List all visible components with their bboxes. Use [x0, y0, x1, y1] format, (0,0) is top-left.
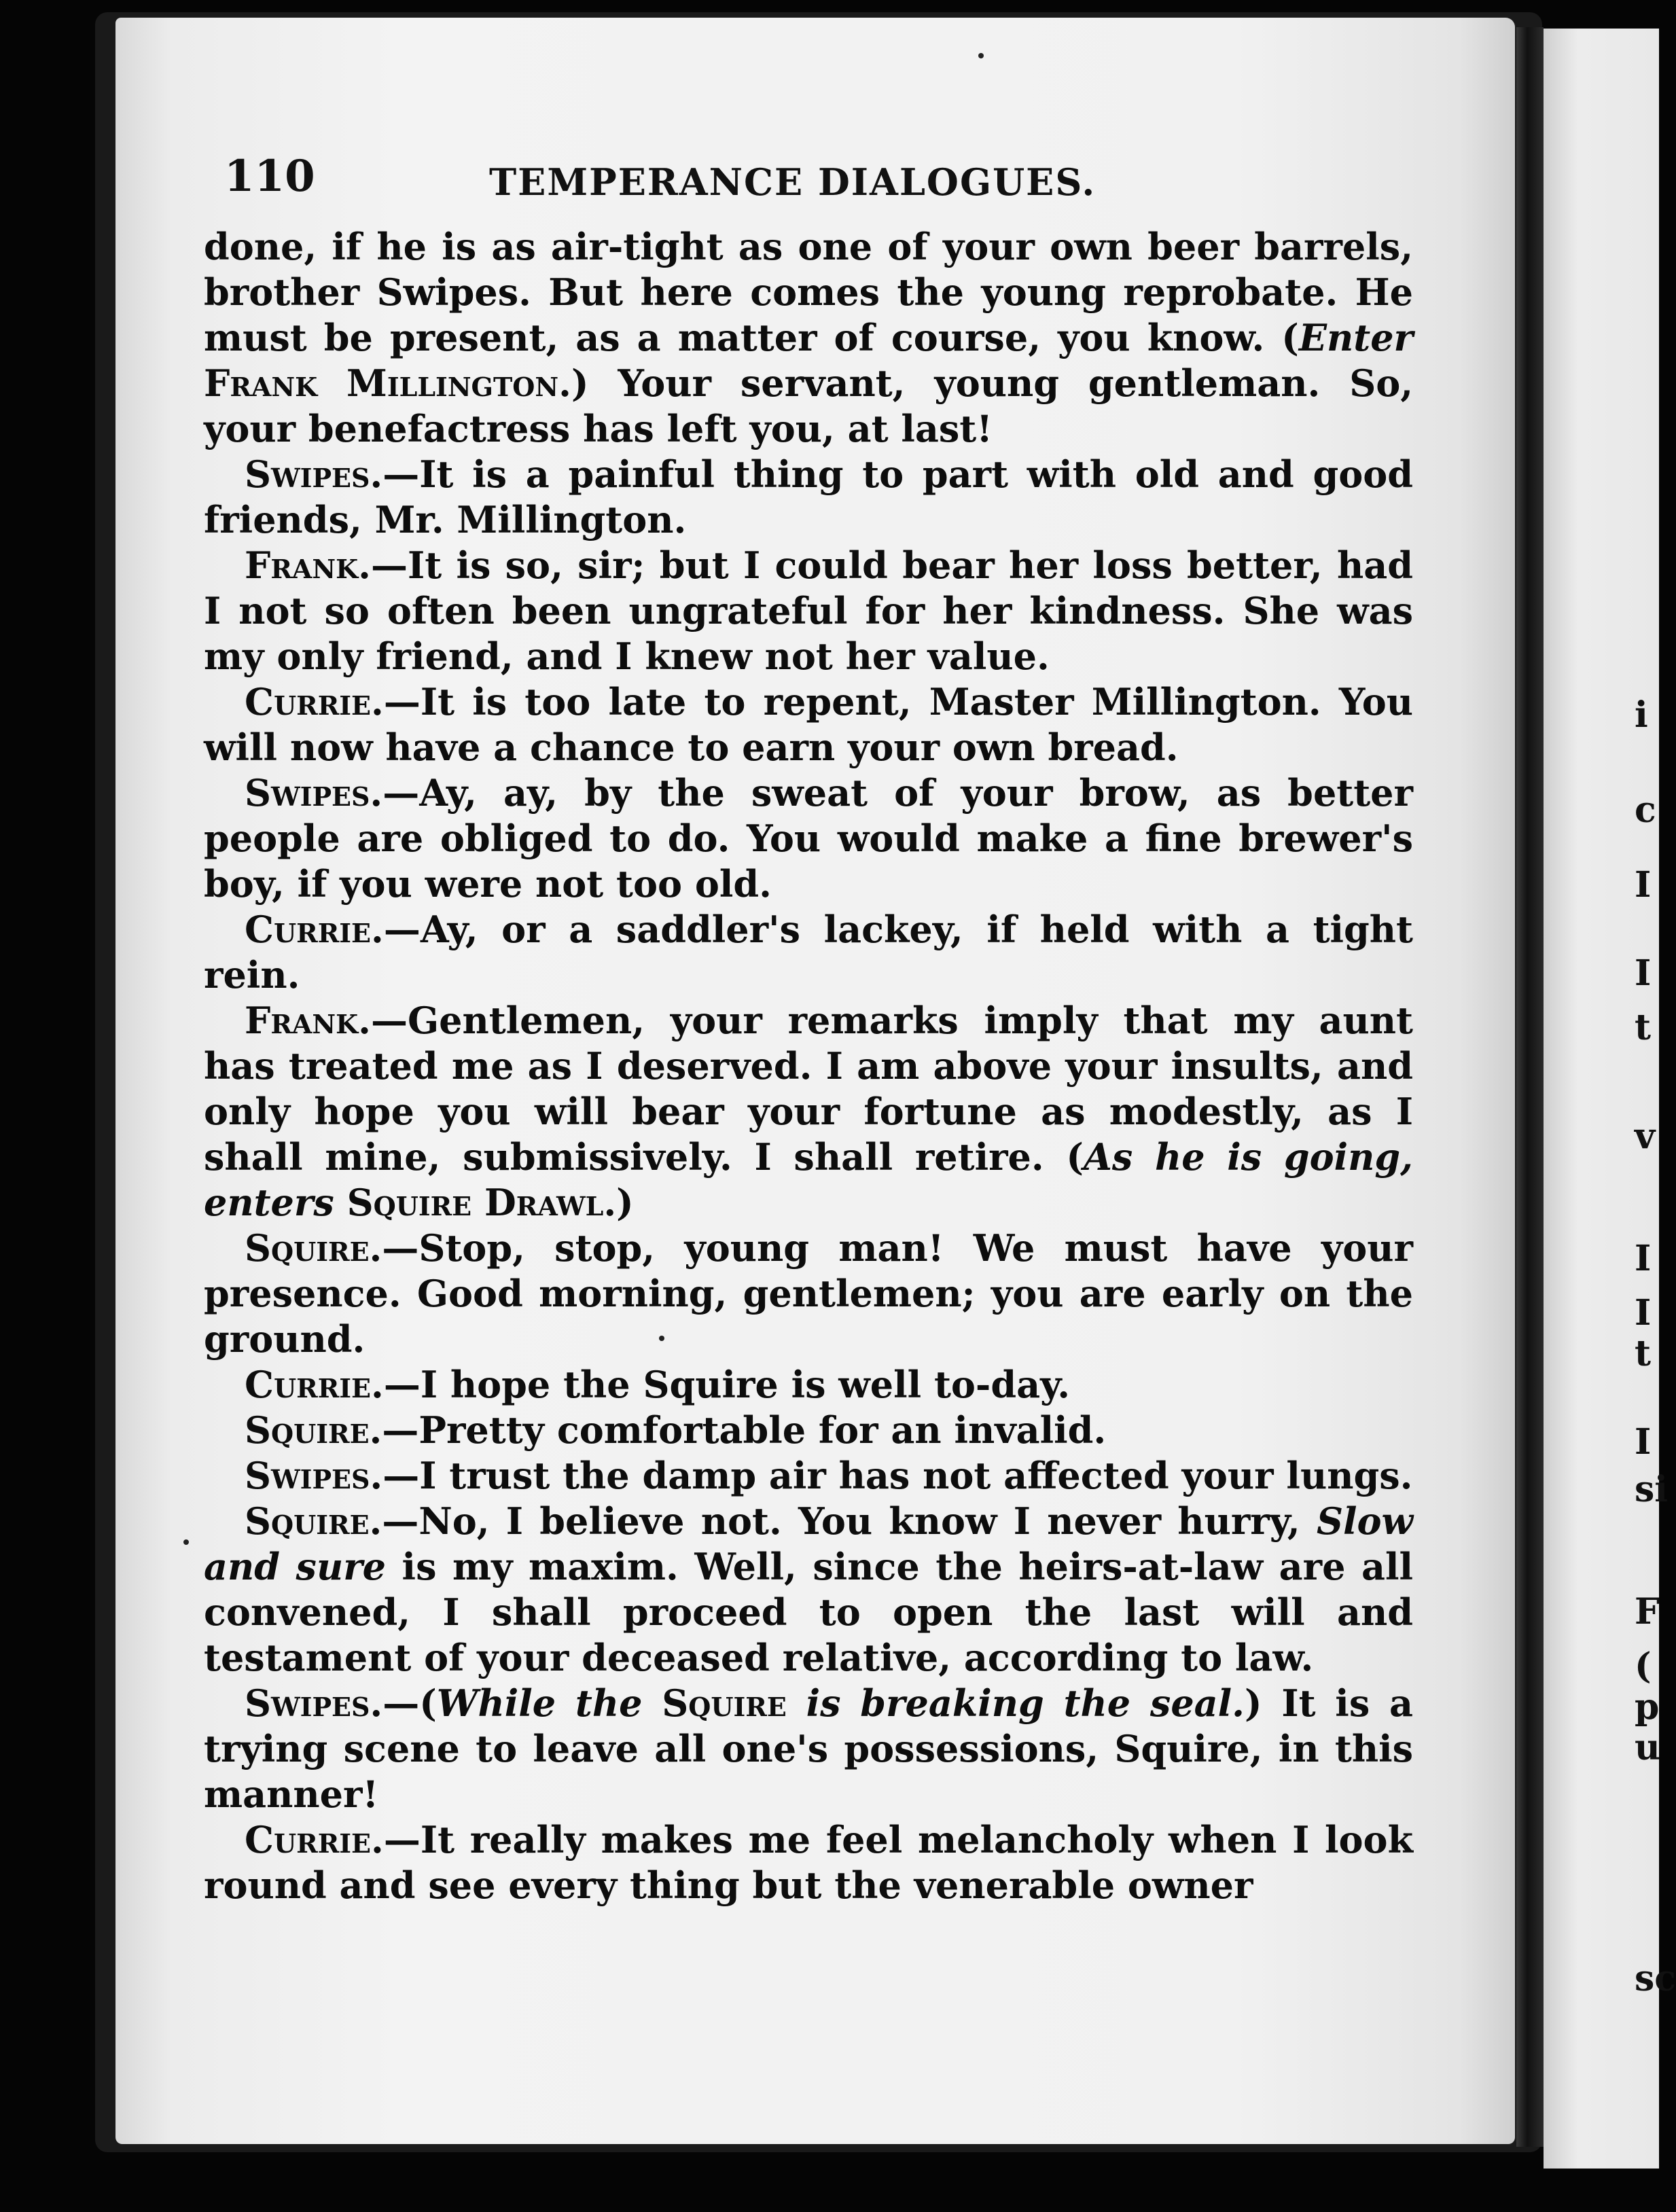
speaker-name: Squire: [662, 1681, 787, 1725]
speaker-name: Currie.: [245, 908, 384, 951]
dialogue-paragraph: [204, 1226, 1413, 1362]
dialogue-span: —It is a painful thing to part with old and good friends, Mr. Millington.: [204, 452, 1413, 541]
dialogue-span: is my maxim. Well, since the heirs-at-law are all convened, I shall proceed to open the last will and testament of your deceased relative, according to law.: [204, 1545, 1413, 1679]
dialogue-span: —Ay, or a saddler's lackey, if held with a tight rein.: [204, 908, 1413, 997]
dialogue-span: —I hope the Squire is well to-day.: [383, 1363, 1071, 1406]
dialogue-paragraph: [204, 1681, 1413, 1817]
speaker-name: Currie.: [245, 680, 384, 724]
dialogue-paragraph: [204, 1362, 1413, 1408]
running-title: TEMPERANCE DIALOGUES.: [489, 160, 1096, 204]
facing-page-fragment: F: [1635, 1591, 1660, 1633]
dialogue-span: —Stop, stop, young man! We must have your presence. Good morning, gentlemen; you are early on the ground.: [204, 1226, 1413, 1361]
speaker-name: Swipes.: [245, 452, 383, 496]
dialogue-span: —I trust the damp air has not affected your lungs.: [382, 1454, 1413, 1497]
stage-direction: Enter: [1298, 316, 1413, 359]
dialogue-span: [787, 1681, 806, 1725]
dialogue-span: [334, 1181, 347, 1224]
dialogue-paragraph: [204, 770, 1413, 907]
ink-speck: [978, 53, 984, 58]
dialogue-span: ) Your servant, young gentleman. So, your benefactress has left you, at last!: [204, 361, 1414, 450]
facing-page-fragment: si: [1635, 1469, 1669, 1510]
dialogue-paragraph: [204, 224, 1413, 452]
stage-direction: Slow and sure: [204, 1499, 1413, 1588]
dialogue-span: —It really makes me feel melancholy when I look round and see every thing but the venerable owner: [204, 1818, 1413, 1907]
speaker-name: Currie.: [245, 1363, 384, 1406]
facing-page-fragment: sc: [1635, 1958, 1676, 1999]
dialogue-paragraph: [204, 1499, 1413, 1681]
speaker-name: Currie.: [245, 1818, 384, 1861]
dialogue-span: —No, I believe not. You know I never hurry,: [382, 1499, 1317, 1543]
speaker-name: Squire.: [245, 1499, 382, 1543]
dialogue-span: —It is so, sir; but I could bear her loss better, had I not so often been ungrateful for her kindness. She was my only friend, and I knew not her value.: [204, 543, 1413, 678]
dialogue-text: [204, 224, 1413, 1908]
dialogue-span: —It is too late to repent, Master Millington. You will now have a chance to earn your own bread.: [204, 680, 1413, 769]
speaker-name: Frank.: [245, 543, 371, 587]
dialogue-paragraph: [204, 452, 1413, 543]
dialogue-span: —Gentlemen, your remarks imply that my aunt has treated me as I deserved. I am above your insults, and only hope you will bear your fortune as modestly, as I shall mine, submissively. I shall retire. (: [204, 999, 1413, 1179]
speaker-name: Squire.: [245, 1408, 382, 1452]
speaker-name: Swipes.: [245, 1681, 383, 1725]
facing-page-fragment: i: [1635, 694, 1648, 736]
dialogue-paragraph: [204, 679, 1413, 770]
facing-page-fragment: t: [1635, 1333, 1652, 1374]
facing-page-fragment: I: [1635, 864, 1652, 906]
facing-page-fragment: I: [1635, 952, 1652, 994]
speaker-name: Swipes.: [245, 1454, 383, 1497]
book-gutter: [1516, 27, 1544, 2147]
facing-page-edge: [1544, 29, 1676, 2169]
dialogue-span: —Pretty comfortable for an invalid.: [382, 1408, 1107, 1452]
facing-page-fragment: t: [1635, 1007, 1652, 1048]
speaker-name: Frank.: [245, 999, 371, 1042]
dialogue-span: —(: [382, 1681, 437, 1725]
facing-page-fragment: c: [1635, 789, 1656, 831]
dialogue-span: done, if he is as air-tight as one of your own beer barrels, brother Swipes. But here comes the young reprobate. He must be present, as a matter of course, you know. (: [204, 225, 1413, 359]
facing-page-fragment: I: [1635, 1421, 1652, 1463]
facing-page-fragment: v: [1635, 1116, 1656, 1157]
facing-page-fragment: p: [1635, 1686, 1660, 1728]
dialogue-paragraph: [204, 907, 1413, 998]
speaker-name: Frank Millington.: [204, 361, 571, 405]
dialogue-span: ): [616, 1181, 634, 1224]
stage-direction: As he is going, enters: [204, 1135, 1413, 1224]
speaker-name: Squire.: [245, 1226, 382, 1270]
dialogue-paragraph: [204, 1453, 1413, 1499]
dialogue-paragraph: [204, 1408, 1413, 1453]
dialogue-paragraph: [204, 998, 1413, 1226]
dialogue-paragraph: [204, 1817, 1413, 1908]
speaker-name: Squire Drawl.: [346, 1181, 617, 1224]
dialogue-paragraph: [204, 543, 1413, 679]
facing-page-fragment: u: [1635, 1727, 1660, 1768]
facing-page-fragment: I: [1635, 1292, 1652, 1334]
facing-page-fragment: I: [1635, 1238, 1652, 1279]
page-header: [224, 151, 1243, 212]
stage-direction: is breaking the seal.: [806, 1681, 1245, 1725]
facing-page-fragment: (: [1635, 1645, 1652, 1687]
dialogue-span: [642, 1681, 662, 1725]
stage-direction: While the: [436, 1681, 643, 1725]
ink-speck: [183, 1539, 189, 1545]
page-number: 110: [224, 151, 315, 202]
dialogue-span: —Ay, ay, by the sweat of your brow, as better people are obliged to do. You would make a fine brewer's boy, if you were not too old.: [204, 771, 1413, 906]
dialogue-span: ) It is a trying scene to leave all one's possessions, Squire, in this manner!: [204, 1681, 1413, 1816]
speaker-name: Swipes.: [245, 771, 383, 815]
